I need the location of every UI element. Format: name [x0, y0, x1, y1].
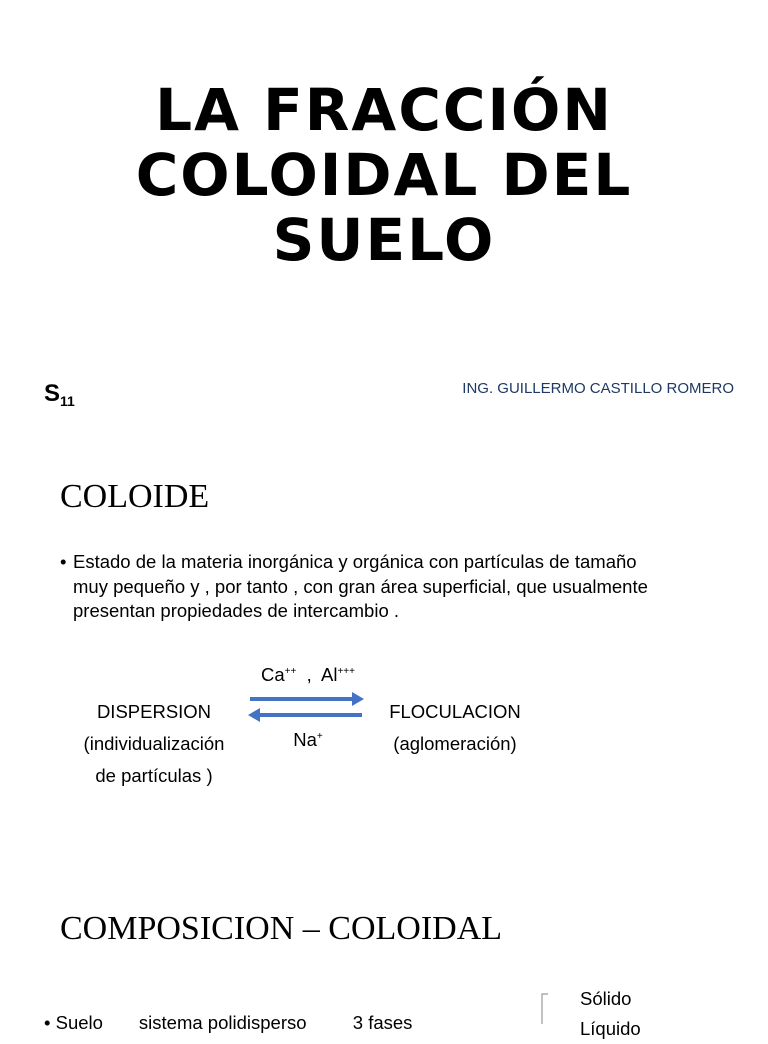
- floculacion-label: [360, 696, 550, 760]
- top-ions-label: [246, 664, 370, 686]
- bullet-line: muy pequeño y , por tanto , con gran área superficial, que usualmente: [73, 575, 648, 597]
- aluminum-ion: Al: [321, 664, 338, 685]
- section-heading-coloide: COLOIDE: [60, 478, 210, 515]
- title-line: COLOIDAL DEL: [135, 141, 633, 209]
- phase-item: Líquido: [580, 1018, 641, 1039]
- equilibrium-arrows-icon: [244, 688, 370, 724]
- title-line: SUELO: [272, 206, 496, 274]
- calcium-charge: ++: [284, 666, 297, 677]
- bullet-line: presentan propiedades de intercambio .: [73, 600, 400, 621]
- dispersion-line: DISPERSION: [96, 701, 212, 722]
- course-code: [44, 380, 75, 409]
- brace-icon: [536, 992, 556, 1024]
- slide-title: [0, 78, 768, 273]
- author-name: ING. GUILLERMO CASTILLO ROMERO: [462, 380, 734, 397]
- forward-arrowhead: [352, 692, 364, 706]
- bullet-icon: •: [60, 551, 67, 572]
- phase-list: [580, 984, 641, 1044]
- title-line: LA FRACCIÓN: [155, 76, 613, 144]
- floculacion-line: FLOCULACION: [389, 701, 521, 722]
- course-code-sub: 11: [60, 393, 75, 409]
- dispersion-line: (individualización: [83, 733, 225, 754]
- sodium-charge: +: [316, 731, 323, 742]
- phase-item: Sólido: [580, 988, 632, 1009]
- sodium-ion: Na: [293, 729, 317, 750]
- floculacion-line: (aglomeración): [393, 733, 517, 754]
- aluminum-charge: +++: [337, 666, 355, 677]
- dispersion-line: de partículas ): [95, 765, 213, 786]
- section-heading-composicion: COMPOSICION – COLOIDAL: [60, 910, 503, 947]
- bottom-ion-label: [246, 729, 370, 751]
- phases-bullet: • Suelo sistema polidisperso 3 fases: [44, 1012, 413, 1033]
- calcium-ion: Ca: [260, 664, 285, 685]
- reverse-arrowhead: [248, 708, 260, 722]
- ion-separator: ,: [306, 664, 312, 685]
- course-code-main: S: [44, 380, 61, 407]
- bullet-line: Estado de la materia inorgánica y orgánica con partículas de tamaño: [73, 551, 637, 572]
